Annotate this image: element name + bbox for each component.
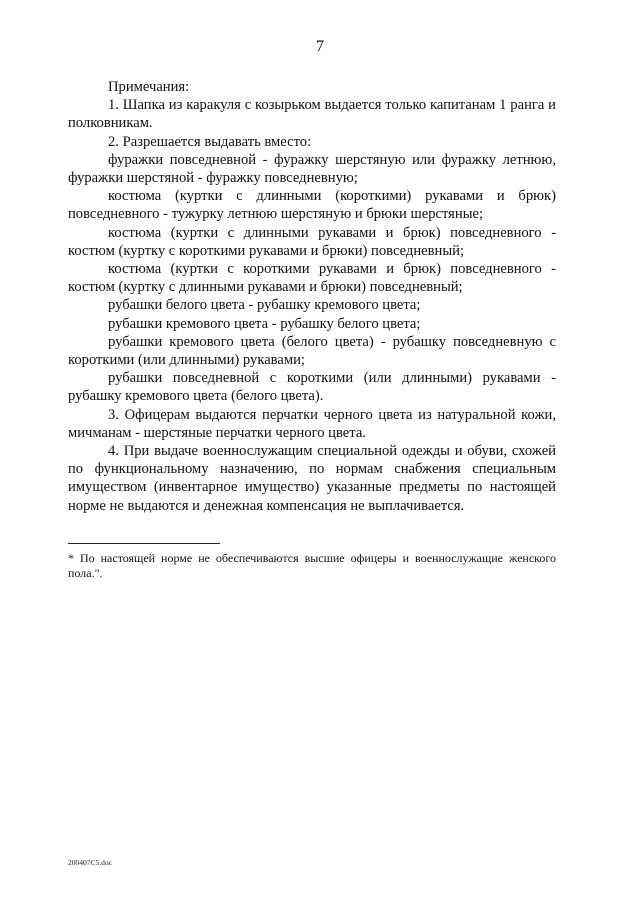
note-paragraph: рубашки белого цвета - рубашку кремового цвета; — [108, 297, 421, 314]
footnote-text: * По настоящей норме не обеспечиваются высшие офицеры и военнослужащие женского пола.". — [68, 551, 556, 580]
page-number: 7 — [316, 38, 324, 55]
note-paragraph: 1. Шапка из каракуля с козырьком выдается только капитанам 1 ранга и полковникам. — [68, 97, 556, 132]
note-paragraph: фуражки повседневной - фуражку шерстяную или фуражку летнюю, фуражки шерстяной - фуражку повседневную; — [68, 151, 556, 187]
note-paragraph: 2. Разрешается выдавать вместо: — [108, 133, 312, 150]
note-paragraph: рубашки кремового цвета (белого цвета) - рубашку повседневную с короткими (или длинными) рукавами; — [68, 333, 556, 369]
note-paragraph: 4. При выдаче военнослужащим специальной одежды и обуви, схожей по функциональному назначению, по нормам снабжения специальным имуществом (инвентарное имущество) указанные предметы по настоящей норме не выдаются и денежная компенсация не выплачивается. — [68, 443, 556, 514]
note-paragraph: рубашки кремового цвета - рубашку белого цвета; — [108, 315, 421, 332]
footnote-divider — [68, 543, 220, 544]
note-paragraph: костюма (куртки с короткими рукавами и брюк) повседневного - костюм (куртку с длинными рукавами и брюки) повседневный; — [68, 261, 556, 296]
note-paragraph: костюма (куртки с длинными (короткими) рукавами и брюк) повседневного - тужурку летнюю шерстяную и брюки шерстяные; — [68, 188, 556, 223]
note-paragraph: 3. Офицерам выдаются перчатки черного цвета из натуральной кожи, мичманам - шерстяные перчатки черного цвета. — [68, 406, 556, 441]
document-code: 200407С5.doc — [68, 858, 112, 867]
notes-section — [68, 78, 556, 515]
note-paragraph: рубашки повседневной с короткими (или длинными) рукавами - рубашку кремового цвета (белого цвета). — [68, 370, 556, 405]
notes-heading: Примечания: — [108, 79, 190, 95]
note-paragraph: костюма (куртки с длинными рукавами и брюк) повседневного - костюм (куртку с короткими рукавами и брюки) повседневный; — [68, 224, 556, 259]
